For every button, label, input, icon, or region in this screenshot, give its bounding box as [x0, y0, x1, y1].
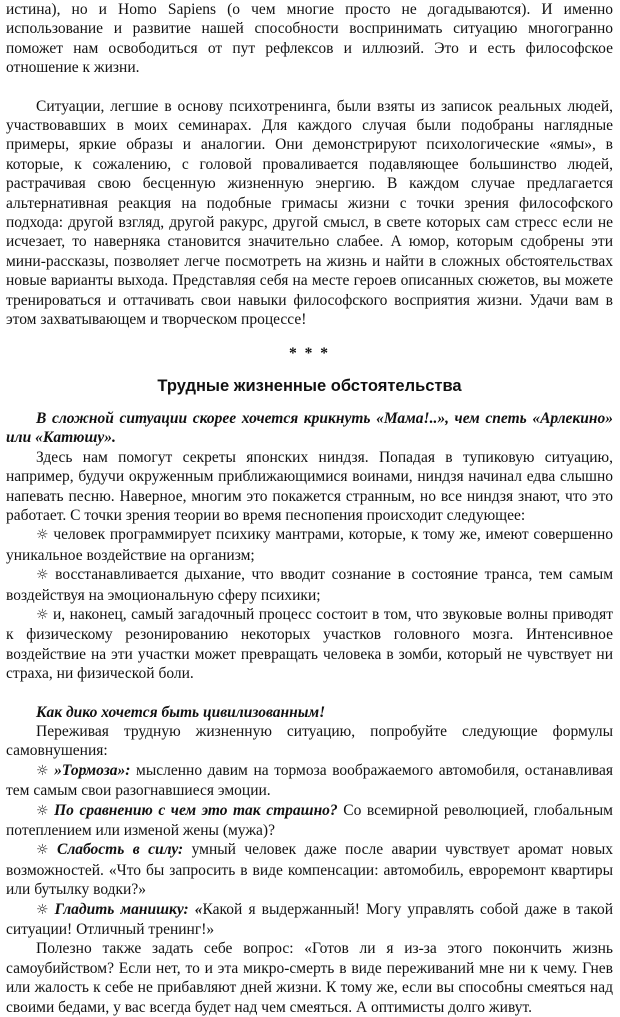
- sun-bullet-icon: ☼: [36, 802, 49, 819]
- spacer: [6, 684, 613, 703]
- section-separator: * * *: [289, 344, 330, 362]
- intro-paragraph-2: Ситуации, легшие в основу психотренинга, были взяты из записок реальных людей, участвовавших в моих семинарах. Для каждого случая были подобраны наглядные примеры, яркие образы и аналогии. Они демонстрируют психологические «ямы», в которые, к сожалению, с головой проваливается подавляющее большинство людей, растрачивая свою бесценную жизненную энергию. В каждом случае предлагается альтернативная реакция на подобные гримасы жизни с точки зрения философского подхода: другой взгляд, другой ракурс, другой смысл, в свете которых сам стресс если не исчезает, то наверняка становится значительно слабее. А юмор, которым сдобрены эти мини-рассказы, позволяет легче посмотреть на жизнь и найти в сложных обстоятельствах новые варианты выхода. Представляя себя на месте героев описанных сюжетов, вы можете тренироваться и оттачивать свои навыки философского восприятия жизни. Удачи вам в этом захватывающем и творческом процессе!: [6, 97, 613, 329]
- sun-bullet-icon: ☼: [36, 762, 49, 779]
- sun-bullet-icon: ☼: [36, 901, 49, 918]
- bullet-item: [6, 565, 613, 605]
- bullet-text: восстанавливается дыхание, что вводит сознание в состояние транса, тем самым воздействуя на эмоциональную сферу психики;: [6, 566, 614, 604]
- intro-paragraph-1: истина), но и Homo Sapiens (о чем многие просто не догадываются). И именно использование и развитие нашей способности воспринимать ситуацию многогранно поможет нам освободиться от пут рефлексов и иллюзий. Это и есть философское отношение к жизни.: [6, 1, 613, 77]
- spacer: [6, 78, 613, 97]
- formula-label: Слабость в силу:: [56, 841, 184, 859]
- closing-paragraph: Полезно также задать себе вопрос: «Готов ли я из-за этого покончить жизнь самоубийством? Если нет, то и эта микро-смерть в виде переживаний мне ни к чему. Гнев или жалость к себе не прибавляют дней жизни. К тому же, если вы способны смеяться над своими бедами, у вас всегда будет над чем смеяться. А оптимисты долго живут.: [6, 940, 613, 1016]
- formula-text: умный человек даже после аварии чувствует аромат новых возможностей. «Что бы запросить в виде компенсации: автомобиль, евроремонт квартиры или бутылку водки?»: [6, 841, 613, 899]
- formula-text: Какой я выдержанный! Могу управлять собой даже в такой ситуации! Отличный тренинг!»: [6, 900, 614, 939]
- sun-bullet-icon: ☼: [36, 567, 49, 584]
- bullet-text: и, наконец, самый загадочный процесс состоит в том, что звуковые волны приводят к физическому резонированию некоторых участков головного мозга. Интенсивное воздействие на эти участки может превращать человека в зомби, который не чувствует ни страха, ни физической боли.: [6, 605, 614, 683]
- subsection-2-intro: Переживая трудную жизненную ситуацию, попробуйте следующие формулы самовнушения:: [6, 723, 613, 760]
- subsection-title-1: В сложной ситуации скорее хочется крикнуть «Мама!..», чем спеть «Арлекино» или «Катюшу».: [6, 409, 613, 447]
- bullet-item: [6, 605, 613, 684]
- formula-text: мысленно давим на тормоза воображаемого автомобиля, останавливая тем самым свои разогнавшиеся эмоции.: [6, 761, 613, 800]
- sun-bullet-icon: ☼: [36, 527, 49, 544]
- bullet-item: [6, 525, 613, 565]
- bullet-text: человек программирует психику мантрами, которые, к тому же, имеют совершенно уникальное воздействие на организм;: [6, 526, 613, 564]
- formula-item: [6, 840, 613, 899]
- formula-item: [6, 801, 613, 841]
- section-heading: Трудные жизненные обстоятельства: [157, 376, 462, 395]
- formula-label: Гладить манишку: «: [54, 900, 203, 918]
- formula-label: По сравнению с чем это так страшно?: [54, 801, 338, 819]
- sun-bullet-icon: ☼: [36, 842, 49, 859]
- formula-label: »Тормоза»:: [54, 761, 131, 779]
- formula-item: [6, 900, 613, 940]
- sun-bullet-icon: ☼: [36, 606, 49, 623]
- subsection-1-body: Здесь нам помогут секреты японских ниндзя. Попадая в тупиковую ситуацию, например, будучи окруженным приближающимися воинами, ниндзя начинал едва слышно напевать песню. Наверное, многим это покажется странным, но все ниндзя знают, что это работает. С точки зрения теории во время песнопения происходит следующее:: [6, 448, 613, 524]
- subsection-title-2: Как дико хочется быть цивилизованным!: [36, 703, 326, 721]
- formula-text: Со всемирной революцией, глобальным потеплением или изменой жены (мужа)?: [6, 801, 613, 840]
- formula-item: [6, 761, 613, 801]
